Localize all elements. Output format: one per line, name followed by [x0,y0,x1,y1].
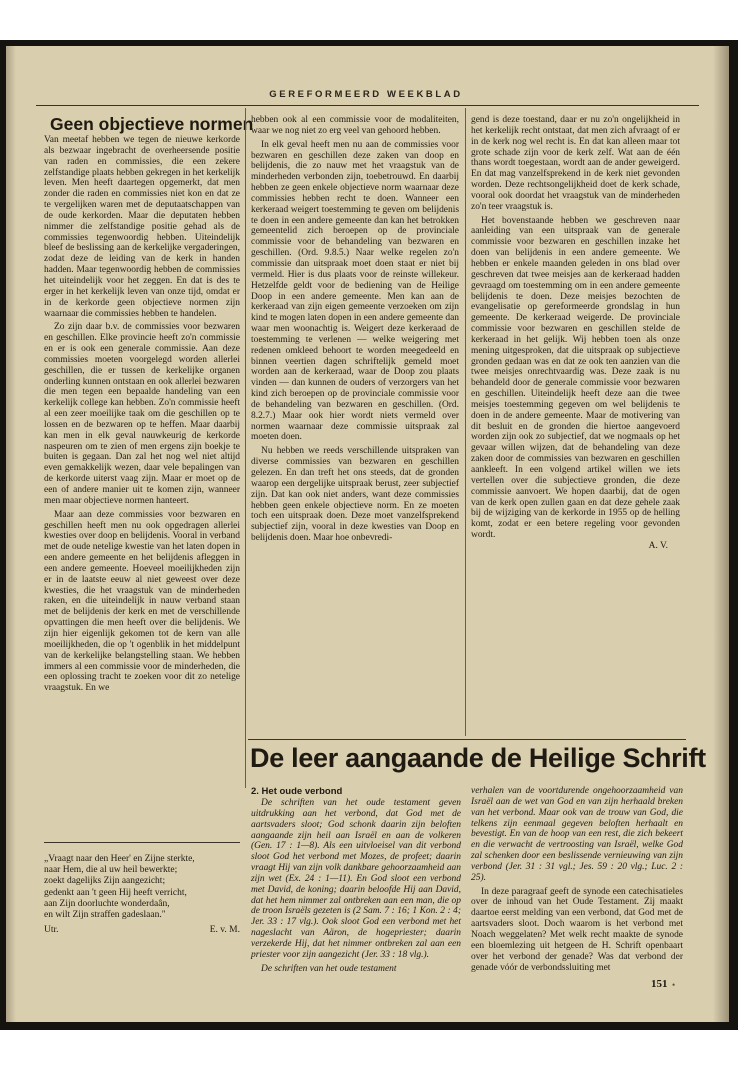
column-5 [471,786,683,973]
paragraph: De schriften van het oude testament [261,963,397,974]
running-head: GEREFORMEERD WEEKBLAD [269,89,463,100]
poem-line: zoekt dagelijks Zijn aangezicht; [44,876,166,887]
newspaper-page [6,46,729,1022]
poem-line: aan Zijn doorluchte wonderdaân, [44,898,170,909]
poem-box [44,854,240,936]
page-edge-shadow-left [6,46,16,1022]
page-edge-shadow-right [713,46,729,1022]
column-divider [245,108,246,788]
poem-place: Utr. [44,925,59,936]
poem-line: „Vraagt naar den Heer' en Zijne sterkte, [44,854,195,864]
paragraph: Van meetaf hebben we tegen de nieuwe kerkorde als bezwaar ingebracht de overheersende positie van raden en commissies, die een zekere zelfstandige plaats hebben gekregen in het kerkelijk leven. Men heeft daartegen opgemerkt, dat men zonder die raden en commissies niet kon en dat ze te vergelijken waren met de deputaatschappen van de oude kerkorden. Maar die deputaten hebben nimmer die zelfstandige positie gehad als de commissies tegenwoordig hebben. Uiteindelijk bleef de beslissing aan de kerkelijke vergaderingen, zodat deze de leiding van de kerk in handen hadden. Maar tegenwoordig hebben de commissies het uiteindelijk voor het zeggen. En dat is des te erger in het kerkelijk leven van onze tijd, omdat er in de kerkorde geen objectieve normen zijn waarnaar die commissies hebben te handelen. [44,135,241,319]
paragraph: verhalen van de voortdurende ongehoorzaamheid van Israël aan de wet van God en van zijn herhaald breken van het verbond. Maar ook van de trouw van God, die telkens zijn eenmaal gegeven beloften herhaalt en bevestigt. En van de hoop van een rest, die zich bekeert en die verwacht de vertroosting van Israël, welke God zal schenken door een beslissende vernieuwing van zijn verbond (Jer. 31 : 31 vgl.; Jes. 59 : 20 vlg.; Luc. 2 : 25). [471,786,683,883]
poem-signature [44,925,240,936]
poem-line: en wilt Zijn straffen gadeslaan." [44,910,166,921]
paragraph: In elk geval heeft men nu aan de commissies voor bezwaren en geschillen deze zaken van doop en belijdenis, die zo nauw met het vraagstuk van de minderheden verbonden zijn, toebetrouwd. En daarbij hebben ze geen enkele objectieve norm waarnaar deze commissies hebben recht te doen. Wanneer een kerkeraad weigert toestemming te geven om belijdenis te doen in een andere gemeente dan kan het betrokken gemeentelid zich beroepen op de provinciale commissie voor de behandeling van bezwaren en geschillen. (Ord. 9.8.5.) Naar welke regelen zo'n commissie dan uitspraak moet doen staat er niet bij vermeld. Hier is dus plaats voor de reinste willekeur. Hetzelfde geldt voor de bediening van de Heilige Doop in een andere gemeente. Men kan aan de kerkeraad van zijn eigen gemeente verzoeken om zijn kind te mogen laten dopen in een andere gemeente dan waar men woonachtig is. Weigert deze kerkeraad de toestemming te verlenen — welke weigering met redenen omkleed behoort te worden meegedeeld en binnen veertien dagen schriftelijk gemeld moet worden aan de kerkeraad, waar de Doop zou plaats vinden — dan kunnen de ouders of verzorgers van het kind zich beroepen op de provinciale commissie voor de behandeling van bezwaren en geschillen. (Ord. 8.2.7.) Maar ook hier wordt niets vermeld over normen waarnaar deze commissie uitspraak zal moeten doen. [251,139,459,443]
poem-line: gedenkt aan 't geen Hij heeft verricht, [44,887,187,898]
paragraph: Het bovenstaande hebben we geschreven naar aanleiding van een uitspraak van de generale commissie voor bezwaren en geschillen inzake het doen van belijdenis in een andere gemeente. We hebben er enkele maanden geleden in ons blad over geschreven dat twee meisjes aan de kerkeraad hadden gevraagd om toestemming om in een andere gemeente belijdenis te doen. Deze meisjes bezochten de evangelisatie op gereformeerde grondslag in hun gemeente. De kerkeraad weigerde. De provinciale commissie voor bezwaren en geschillen stelde de kerkeraad in het gelijk. Wij hebben toen als onze mening uitgesproken, dat die uitspraak op subjectieve gronden gedaan was en dat ze ook ten aanzien van die twee meisjes onrechtvaardig was. Deze zaak is nu behandeld door de generale commissie voor bezwaren en geschillen. Uiteindelijk heeft deze aan die twee meisjes toestemming gegeven om wel belijdenis te doen in de andere gemeente. Maar de motivering van dit besluit en de gronden die hiertoe aangevoerd worden zijn ook zo subjectief, dat we nogmaals op het gevaar willen wijzen, dat de behandeling van deze zaken door de commissies van bezwaren en geschillen aankleeft. In een volgend artikel willen we iets vertellen over die subjectieve gronden, die deze commissie aanvoert. We hopen daarbij, dat de ogen van de kerk open zullen gaan en dat deze gehele zaak bij de wijziging van de kerkorde in 1955 op de helling komt, zodat er een betere regeling voor gevonden wordt. [471,215,680,541]
section-title-holy-scripture: De leer aangaande de Heilige Schrift [250,743,706,773]
paragraph: De schriften van het oude testament geven uitdrukking aan het verbond, dat God met de aartsvaders sloot; God schonk daarin zijn beloften aangaande zijn heil aan Israël en aan de volkeren (Gen. 17 : 1—8). Als een uitvloeisel van dit verbond sloot God het verbond met Mozes, de profeet; daarin vraagt Hij van zijn volk dankbare gehoorzaamheid aan zijn wet (Ex. 24 : 1—11). En God sloot een verbond met David, de koning; daarin beloofde Hij aan David, dat het hem nimmer zal ontbreken aan een man, die op de troon Israëls gezeten is (2 Sam. 7 : 16; 1 Kon. 2 : 4; Jer. 33 : 17 vlg.). Ook sloot God een verbond met het nageslacht van Aäron, de hogepriester; daarin verzekerde Hij, dat het nimmer ontbreken zal aan een priester voor zijn aangezicht (Jer. 33 : 18 vlg.). [251,798,461,960]
paragraph: hebben ook al een commissie voor de modaliteiten, waar we nog niet zo erg veel van gehoord hebben. [251,115,459,136]
header-rule [36,105,699,106]
paragraph: gend is deze toestand, daar er nu zo'n ongelijkheid in het kerkelijk recht ontstaat, dat men zich afvraagt of er in de kerk nog wel recht is. En dat kan alleen maar tot grote schade zijn voor de kerk zelf. Wat aan de één thans wordt toegestaan, wordt aan de ander geweigerd. En dat mag vanzelfsprekend in de kerk niet gevonden worden. Deze rechtsongelijkheid doet de kerk schade, vooral ook doordat het vraagstuk van de minderheden zo'n teer vraagstuk is. [471,115,680,212]
paragraph: In deze paragraaf geeft de synode een catechisatieles over de inhoud van het Oude Testament. Zij maakt daartoe eerst melding van een verbond, dat God met de aartsvaders sloot. Doch waarom is het verbond met Noach weggelaten? Met welk recht maakte de synode een bloemlezing uit hetgeen de H. Schrift openbaart over het verbond der genade? Was dat verbond der genade vóór de verbondssluiting met [471,886,683,973]
article-signature: A. V. [648,540,668,551]
paragraph: Maar aan deze commissies voor bezwaren en geschillen heeft men nu ook opgedragen allerlei kwesties over doop en belijdenis. Vooral in verband met de oude netelige kwestie van het laten dopen in een andere gemeente en het belijdenis afleggen in een andere gemeente. Hoeveel moeilijkheden zijn er in de laatste eeuw al niet geweest over deze kwesties, die het vraagstuk van de minderheden raken, en die uiteindelijk in nauw verband staan met de belijdenis der kerk en met de verschillende opvattingen die men heeft over die belijdenis. We zijn hier eigenlijk gekomen tot de kern van alle moeilijkheden, die op 't ogenblik in het middelpunt van de kerkelijke belangstelling staan. We hebben immers al een commissie voor de minderheden, die een oplossing tracht te zoeken voor dit zo netelige vraagstuk. En we [44,509,240,694]
paragraph: Nu hebben we reeds verschillende uitspraken van diverse commissies van bezwaren en geschillen gelezen. En dan treft het ons steeds, dat de gronden waarop een dergelijke uitspraak berust, zeer subjectief zijn. Dat kan ook niet anders, want deze commissies hebben geen enkele objectieve norm. En ze moeten toch een uitspraak doen. Deze moet vanzelfsprekend subjectief zijn, vooral in deze kwesties van Doop en belijdenis doen. Maar hoe onbevredi- [251,446,459,544]
paragraph: Zo zijn daar b.v. de commissies voor bezwaren en geschillen. Elke provincie heeft zo'n commissie en er is ook een generale commissie. Aan deze commissies moeten voorgelegd worden allerlei geschillen, die er tussen de kerkelijke organen onderling kunnen ontstaan en ook allerlei bezwaren die men tegen een bepaalde handeling van een kerkelijk college kan hebben. Zo'n commissie heeft al een zeer moeilijke taak om die geschillen op te lossen en de bezwaren op te heffen. Maar daarbij kan men in elk geval nauwkeurig de kerkorde naspeuren om te zien of men ergens zijn boekje te buiten is gegaan. Dan zal het nog wel niet altijd even gemakkelijk wezen, daar vele bepalingen van de kerkorde uiterst vaag zijn. Maar er moet op de een of andere manier uit te komen zijn, wanneer men maar objectieve normen hanteert. [44,322,240,506]
section-title-objective-norms: Geen objectieve normen [50,114,254,134]
column-4 [251,798,461,975]
sub-heading: 2. Het oude verbond [251,786,343,797]
section-rule [248,739,686,740]
poem-author: E. v. M. [209,925,240,936]
poem-rule [44,842,240,843]
poem-line: naar Hem, die al uw heil bewerkte; [44,865,178,876]
column-3 [471,115,680,552]
column-2 [251,115,459,544]
page-mark-icon: • [672,980,676,990]
column-1 [44,135,240,694]
column-divider [465,108,466,736]
page-number: 151 [651,978,668,990]
